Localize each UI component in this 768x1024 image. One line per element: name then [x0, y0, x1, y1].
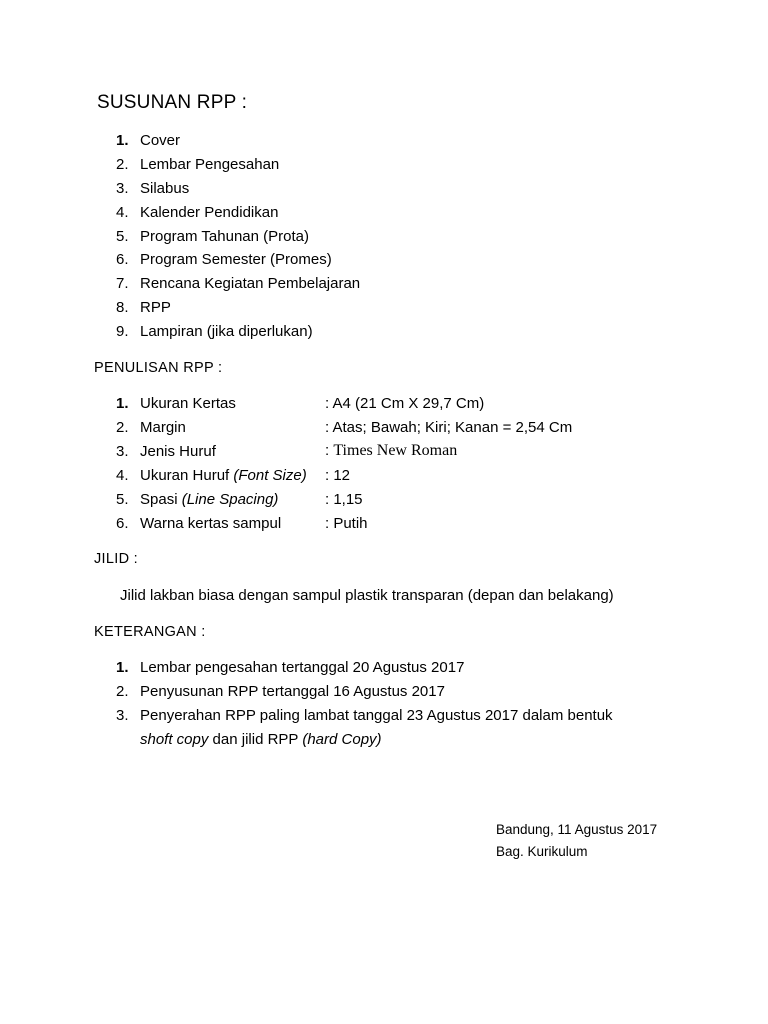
list-number: 2. — [116, 419, 129, 436]
list-number: 3. — [116, 180, 129, 197]
spec-value: : 12 — [325, 467, 351, 484]
label-text: Spasi — [140, 491, 182, 508]
penulisan-heading: PENULISAN RPP : — [94, 360, 223, 376]
jilid-heading: JILID : — [94, 551, 138, 567]
list-number: 1. — [116, 132, 129, 149]
list-number: 6. — [116, 515, 129, 532]
place-date: Bandung, 11 Agustus 2017 — [496, 822, 658, 837]
list-item: Cover — [140, 132, 181, 149]
list-number: 1. — [116, 395, 129, 412]
list-number: 6. — [116, 251, 129, 268]
list-item: Kalender Pendidikan — [140, 204, 279, 221]
spec-value — [325, 442, 457, 460]
label-italic: (Font Size) — [233, 467, 307, 484]
spec-value: : Putih — [325, 515, 368, 532]
spec-value: : Atas; Bawah; Kiri; Kanan = 2,54 Cm — [325, 419, 573, 436]
spec-label: Ukuran Kertas — [140, 395, 236, 412]
list-number: 9. — [116, 323, 129, 340]
list-item-continuation — [140, 731, 382, 748]
list-item: Lampiran (jika diperlukan) — [140, 323, 313, 340]
list-number: 3. — [116, 707, 129, 724]
font-name-sample: Times New Roman — [333, 442, 458, 459]
jilid-description: Jilid lakban biasa dengan sampul plastik transparan (depan dan belakang) — [120, 587, 614, 604]
list-item: Penyerahan RPP paling lambat tanggal 23 Agustus 2017 dalam bentuk — [140, 707, 613, 724]
list-item: Lembar Pengesahan — [140, 156, 280, 173]
spec-label: Jenis Huruf — [140, 443, 216, 460]
spec-label — [140, 467, 307, 484]
list-number: 5. — [116, 228, 129, 245]
list-item: Program Tahunan (Prota) — [140, 228, 309, 245]
list-number: 2. — [116, 683, 129, 700]
spec-label: Margin — [140, 419, 186, 436]
signature-division: Bag. Kurikulum — [496, 844, 588, 859]
value-prefix: : — [325, 442, 334, 459]
label-italic: (Line Spacing) — [181, 491, 279, 508]
keterangan-heading: KETERANGAN : — [94, 624, 206, 640]
list-item: Program Semester (Promes) — [140, 251, 332, 268]
page-title: SUSUNAN RPP : — [97, 92, 248, 113]
list-number: 3. — [116, 443, 129, 460]
list-item: RPP — [140, 299, 171, 316]
list-number: 4. — [116, 467, 129, 484]
spec-label — [140, 491, 278, 508]
list-item: Penyusunan RPP tertanggal 16 Agustus 2017 — [140, 683, 445, 700]
spec-label: Warna kertas sampul — [140, 515, 282, 532]
spec-value: : 1,15 — [325, 491, 363, 508]
hard-copy-text: (hard Copy) — [302, 731, 382, 748]
soft-copy-text: shoft copy — [140, 731, 209, 748]
list-number: 8. — [116, 299, 129, 316]
label-text: Ukuran Huruf — [140, 467, 234, 484]
list-number: 1. — [116, 659, 129, 676]
spec-value: : A4 (21 Cm X 29,7 Cm) — [325, 395, 485, 412]
continuation-text: dan jilid RPP — [208, 731, 303, 748]
list-number: 4. — [116, 204, 129, 221]
list-number: 5. — [116, 491, 129, 508]
list-item: Silabus — [140, 180, 190, 197]
list-item: Rencana Kegiatan Pembelajaran — [140, 275, 361, 292]
list-item: Lembar pengesahan tertanggal 20 Agustus 2017 — [140, 659, 465, 676]
list-number: 2. — [116, 156, 129, 173]
list-number: 7. — [116, 275, 129, 292]
